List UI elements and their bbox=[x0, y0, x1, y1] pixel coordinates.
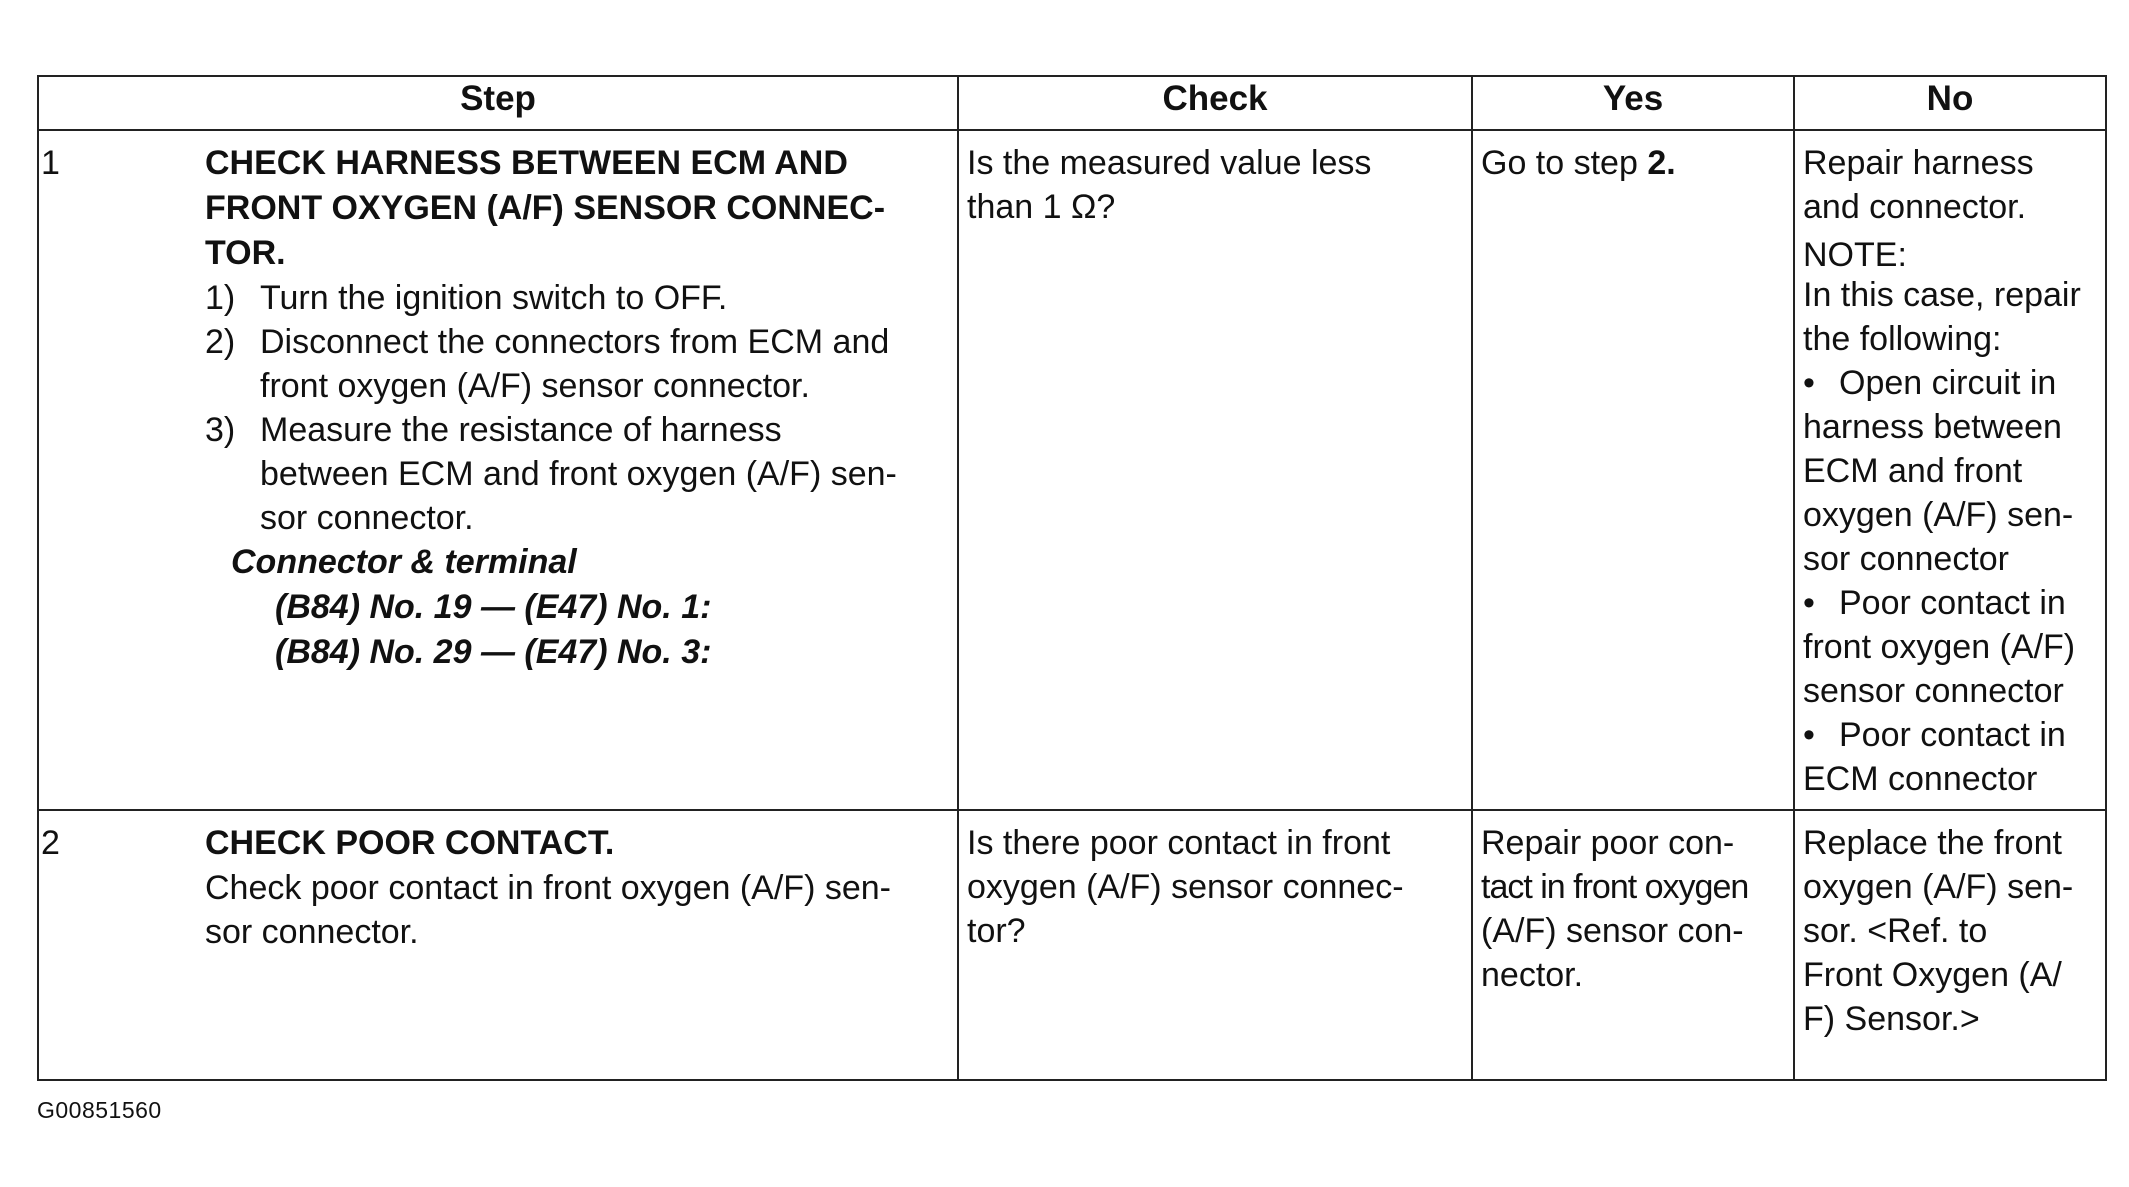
note-text: the following: bbox=[1803, 320, 2002, 358]
check-text: than 1 Ω? bbox=[967, 188, 1116, 226]
instruction-text: front oxygen (A/F) sensor connector. bbox=[260, 367, 810, 405]
yes-text: nector. bbox=[1481, 956, 1584, 994]
header-step: Step bbox=[38, 76, 958, 130]
bullet-text: sor connector bbox=[1803, 540, 2009, 578]
note-text: In this case, repair bbox=[1803, 276, 2081, 314]
no-text: F) Sensor.> bbox=[1803, 1000, 1980, 1038]
bullet-text: ECM and front bbox=[1803, 452, 2023, 490]
no-text: Replace the front bbox=[1803, 824, 2062, 862]
no-text: oxygen (A/F) sen- bbox=[1803, 868, 2074, 906]
yes-text: (A/F) sensor con- bbox=[1481, 912, 1744, 950]
yes-step-ref: 2. bbox=[1647, 144, 1676, 182]
table-header-row bbox=[38, 76, 2106, 130]
step-number: 2 bbox=[41, 824, 60, 862]
connector-heading: Connector & terminal bbox=[231, 543, 577, 581]
figure-id: G00851560 bbox=[37, 1097, 162, 1123]
diagnostic-table bbox=[37, 75, 2107, 1081]
check-text: tor? bbox=[967, 912, 1026, 950]
step-cell bbox=[38, 130, 958, 810]
instruction-text: Disconnect the connectors from ECM and bbox=[260, 323, 890, 361]
step-cell bbox=[38, 810, 958, 1080]
header-check: Check bbox=[958, 76, 1472, 130]
yes-cell bbox=[1472, 130, 1794, 810]
instruction-item bbox=[205, 320, 935, 408]
step-text: sor connector. bbox=[205, 913, 419, 951]
check-cell bbox=[958, 810, 1472, 1080]
instruction-number: 1) bbox=[205, 279, 236, 317]
connector-terminal-line: (B84) No. 19 — (E47) No. 1: bbox=[275, 588, 712, 626]
instruction-item bbox=[205, 408, 935, 540]
bullet-text: Poor contact in bbox=[1839, 584, 2066, 622]
no-text: Repair harness bbox=[1803, 144, 2034, 182]
instruction-item bbox=[205, 276, 935, 320]
connector-terminal-line: (B84) No. 29 — (E47) No. 3: bbox=[275, 633, 712, 671]
no-text: sor. <Ref. to bbox=[1803, 912, 1988, 950]
step-title: CHECK POOR CONTACT. bbox=[205, 824, 615, 862]
note-label: NOTE: bbox=[1803, 236, 1907, 274]
bullet-text: Open circuit in bbox=[1839, 364, 2057, 402]
no-text: and connector. bbox=[1803, 188, 2027, 226]
step-title-line: CHECK HARNESS BETWEEN ECM AND bbox=[205, 144, 848, 182]
step-title-line: TOR. bbox=[205, 234, 286, 272]
instruction-number: 3) bbox=[205, 411, 236, 449]
header-yes: Yes bbox=[1472, 76, 1794, 130]
step-title bbox=[205, 141, 935, 276]
instruction-text: between ECM and front oxygen (A/F) sen- bbox=[260, 455, 897, 493]
bullet-text: front oxygen (A/F) bbox=[1803, 628, 2076, 666]
instruction-text: Turn the ignition switch to OFF. bbox=[260, 279, 728, 317]
step-text: Check poor contact in front oxygen (A/F) sen- bbox=[205, 869, 891, 907]
no-cell bbox=[1794, 130, 2106, 810]
instruction-number: 2) bbox=[205, 323, 236, 361]
table-row bbox=[38, 810, 2106, 1080]
bullet-icon: • bbox=[1803, 716, 1815, 754]
yes-text: Repair poor con- bbox=[1481, 824, 1735, 862]
instruction-text: sor connector. bbox=[260, 499, 474, 537]
bullet-text: oxygen (A/F) sen- bbox=[1803, 496, 2074, 534]
bullet-text: Poor contact in bbox=[1839, 716, 2066, 754]
check-text: Is there poor contact in front bbox=[967, 824, 1391, 862]
bullet-item bbox=[1803, 361, 2105, 405]
bullet-text: ECM connector bbox=[1803, 760, 2038, 798]
bullet-text: harness between bbox=[1803, 408, 2062, 446]
yes-cell bbox=[1472, 810, 1794, 1080]
check-text: Is the measured value less bbox=[967, 144, 1372, 182]
yes-text: tact in front oxygen bbox=[1481, 868, 1749, 906]
no-cell bbox=[1794, 810, 2106, 1080]
check-text: oxygen (A/F) sensor connec- bbox=[967, 868, 1404, 906]
step-title-line: FRONT OXYGEN (A/F) SENSOR CONNEC- bbox=[205, 189, 886, 227]
header-no: No bbox=[1794, 76, 2106, 130]
bullet-icon: • bbox=[1803, 584, 1815, 622]
yes-text: Go to step bbox=[1481, 144, 1648, 182]
bullet-item bbox=[1803, 713, 2105, 757]
bullet-text: sensor connector bbox=[1803, 672, 2064, 710]
bullet-icon: • bbox=[1803, 364, 1815, 402]
no-text: Front Oxygen (A/ bbox=[1803, 956, 2062, 994]
table-row bbox=[38, 130, 2106, 810]
check-cell bbox=[958, 130, 1472, 810]
step-number: 1 bbox=[41, 144, 60, 182]
instruction-text: Measure the resistance of harness bbox=[260, 411, 782, 449]
bullet-item bbox=[1803, 581, 2105, 625]
